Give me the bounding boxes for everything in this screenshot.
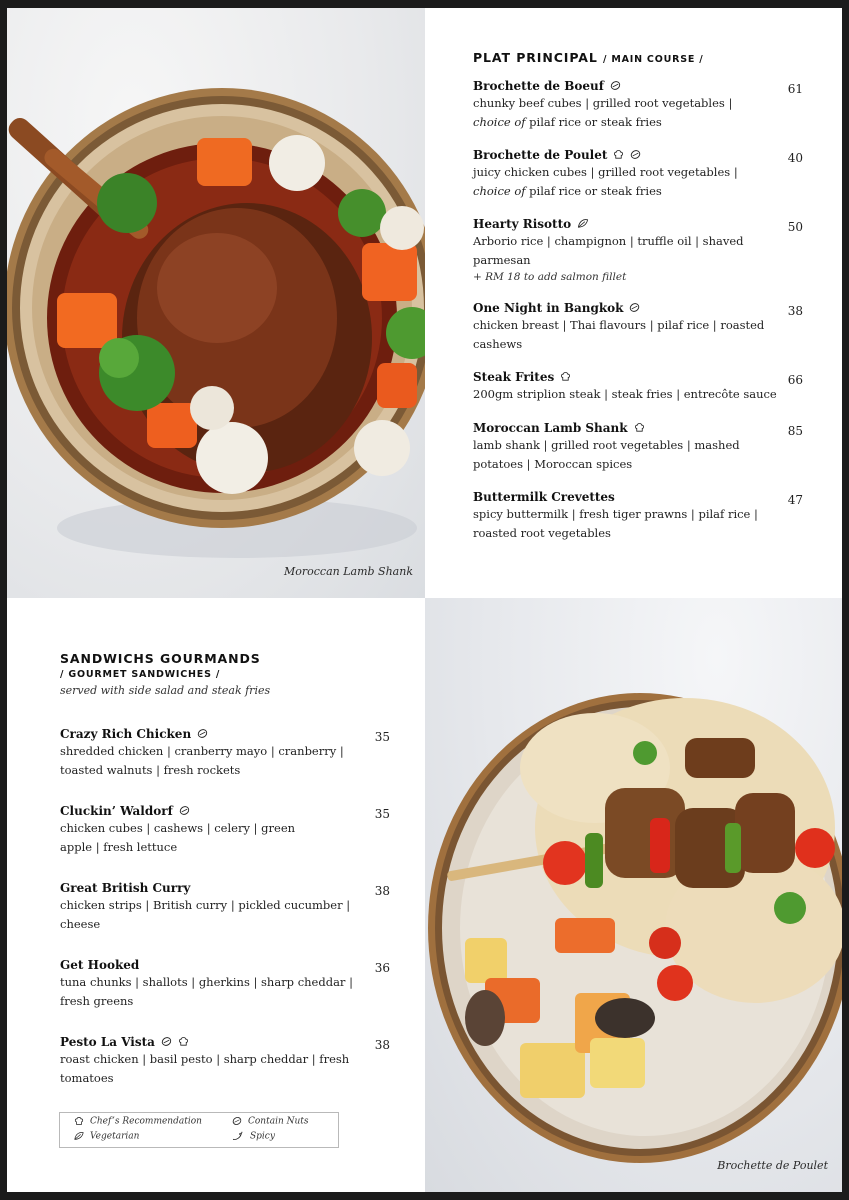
lamb-shank-illustration [7,8,425,598]
item-description: 200gm striplion steak | steak fries | entrecôte sauce [473,387,777,401]
menu-item [473,300,803,353]
icon-legend [59,1112,339,1148]
item-description: fresh greens [60,993,134,1008]
item-description: roast chicken | basil pesto | sharp cheddar | fresh [60,1052,350,1066]
item-price: 35 [374,807,390,821]
menu-item [60,957,390,1010]
main-course-subtitle: / MAIN COURSE / [602,54,704,65]
legend-nuts-label: Contain Nuts [248,1116,309,1127]
item-price: 50 [787,220,803,234]
item-description: cheese [60,916,101,931]
item-description: juicy chicken cubes | grilled root vegetables | [473,165,738,179]
item-description: shredded chicken | cranberry mayo | cranberry | [60,744,344,758]
item-description: chicken cubes | cashews | celery | green [60,821,296,835]
menu-item [473,216,803,285]
item-description: chicken strips | British curry | pickled cucumber | [60,898,351,912]
item-price: 36 [374,961,390,975]
legend-nuts [232,1116,309,1127]
item-description: parmesan [473,252,531,267]
lamb-shank-photo [7,8,425,598]
photo-caption-top: Moroccan Lamb Shank [284,565,413,578]
item-description: spicy buttermilk | fresh tiger prawns | pilaf rice | [473,507,758,521]
main-course-section [473,50,803,540]
legend-chef [74,1116,202,1127]
item-price: 38 [374,884,390,898]
item-description: roasted root vegetables [473,525,611,540]
item-price: 40 [787,151,803,165]
sandwiches-section [60,651,390,1085]
item-description: chicken breast | Thai flavours | pilaf rice | roasted [473,318,765,332]
chef-recommendation-icon [74,1116,84,1126]
item-name: Brochette de Boeuf [473,79,604,93]
legend-spicy [232,1131,275,1142]
item-description-em: choice of [473,114,526,129]
item-description: apple | fresh lettuce [60,839,178,854]
item-price: 47 [787,493,803,507]
menu-item [60,726,390,779]
nuts-icon [197,727,208,743]
legend-spicy-label: Spicy [250,1131,275,1142]
nuts-icon [179,804,190,820]
menu-item [473,420,803,473]
chef-recommendation-icon [613,148,624,164]
legend-veg-label: Vegetarian [90,1131,140,1142]
item-name: Crazy Rich Chicken [60,727,192,741]
chef-recommendation-icon [178,1035,189,1051]
nuts-icon [161,1035,172,1051]
item-name: Cluckin’ Waldorf [60,804,173,818]
item-description: Arborio rice | champignon | truffle oil | shaved [473,234,744,248]
item-price: 85 [787,424,803,438]
item-description: chunky beef cubes | grilled root vegetables | [473,96,733,110]
menu-item [473,147,803,200]
menu-item [60,1034,390,1087]
chef-recommendation-icon [560,370,571,386]
nuts-icon [610,79,621,95]
menu-item [60,880,390,933]
item-price: 61 [787,82,803,96]
item-name: Hearty Risotto [473,217,572,231]
item-name: Get Hooked [60,958,140,972]
menu-item [473,78,803,131]
sandwiches-subtitle: / GOURMET SANDWICHES / [60,669,221,680]
sandwiches-title: SANDWICHS GOURMANDS [60,651,261,666]
item-name: Great British Curry [60,881,191,895]
nuts-icon [629,301,640,317]
item-description: lamb shank | grilled root vegetables | mashed [473,438,740,452]
item-name: Buttermilk Crevettes [473,490,615,504]
item-name: Moroccan Lamb Shank [473,421,628,435]
item-price: 38 [787,304,803,318]
menu-item [473,369,803,404]
brochette-illustration [425,598,842,1192]
vegetarian-icon [74,1131,84,1141]
item-name: Brochette de Poulet [473,148,608,162]
item-description: toasted walnuts | fresh rockets [60,762,241,777]
menu-page [7,8,842,1192]
item-name: One Night in Bangkok [473,301,624,315]
item-description: pilaf rice or steak fries [525,183,662,198]
item-price: 66 [787,373,803,387]
nuts-icon [232,1116,242,1126]
item-price: 38 [374,1038,390,1052]
legend-chef-label: Chef’s Recommendation [90,1116,202,1127]
item-description: pilaf rice or steak fries [525,114,662,129]
item-addon-note: + RM 18 to add salmon fillet [473,271,627,283]
item-description: cashews [473,336,523,351]
legend-veg [74,1131,139,1142]
item-description: potatoes | Moroccan spices [473,456,633,471]
nuts-icon [630,148,641,164]
menu-item [60,803,390,856]
chef-recommendation-icon [634,421,645,437]
photo-caption-bottom: Brochette de Poulet [717,1159,828,1172]
brochette-photo [425,598,842,1192]
menu-item [473,489,803,542]
item-name: Steak Frites [473,370,555,384]
item-name: Pesto La Vista [60,1035,155,1049]
sandwiches-note: served with side salad and steak fries [60,684,271,697]
item-description: tomatoes [60,1070,114,1085]
vegetarian-icon [577,217,589,233]
item-description: tuna chunks | shallots | gherkins | sharp cheddar | [60,975,353,989]
spicy-icon [232,1131,244,1141]
main-course-title: PLAT PRINCIPAL [473,50,598,65]
item-price: 35 [374,730,390,744]
item-description-em: choice of [473,183,526,198]
main-course-heading [473,50,803,65]
